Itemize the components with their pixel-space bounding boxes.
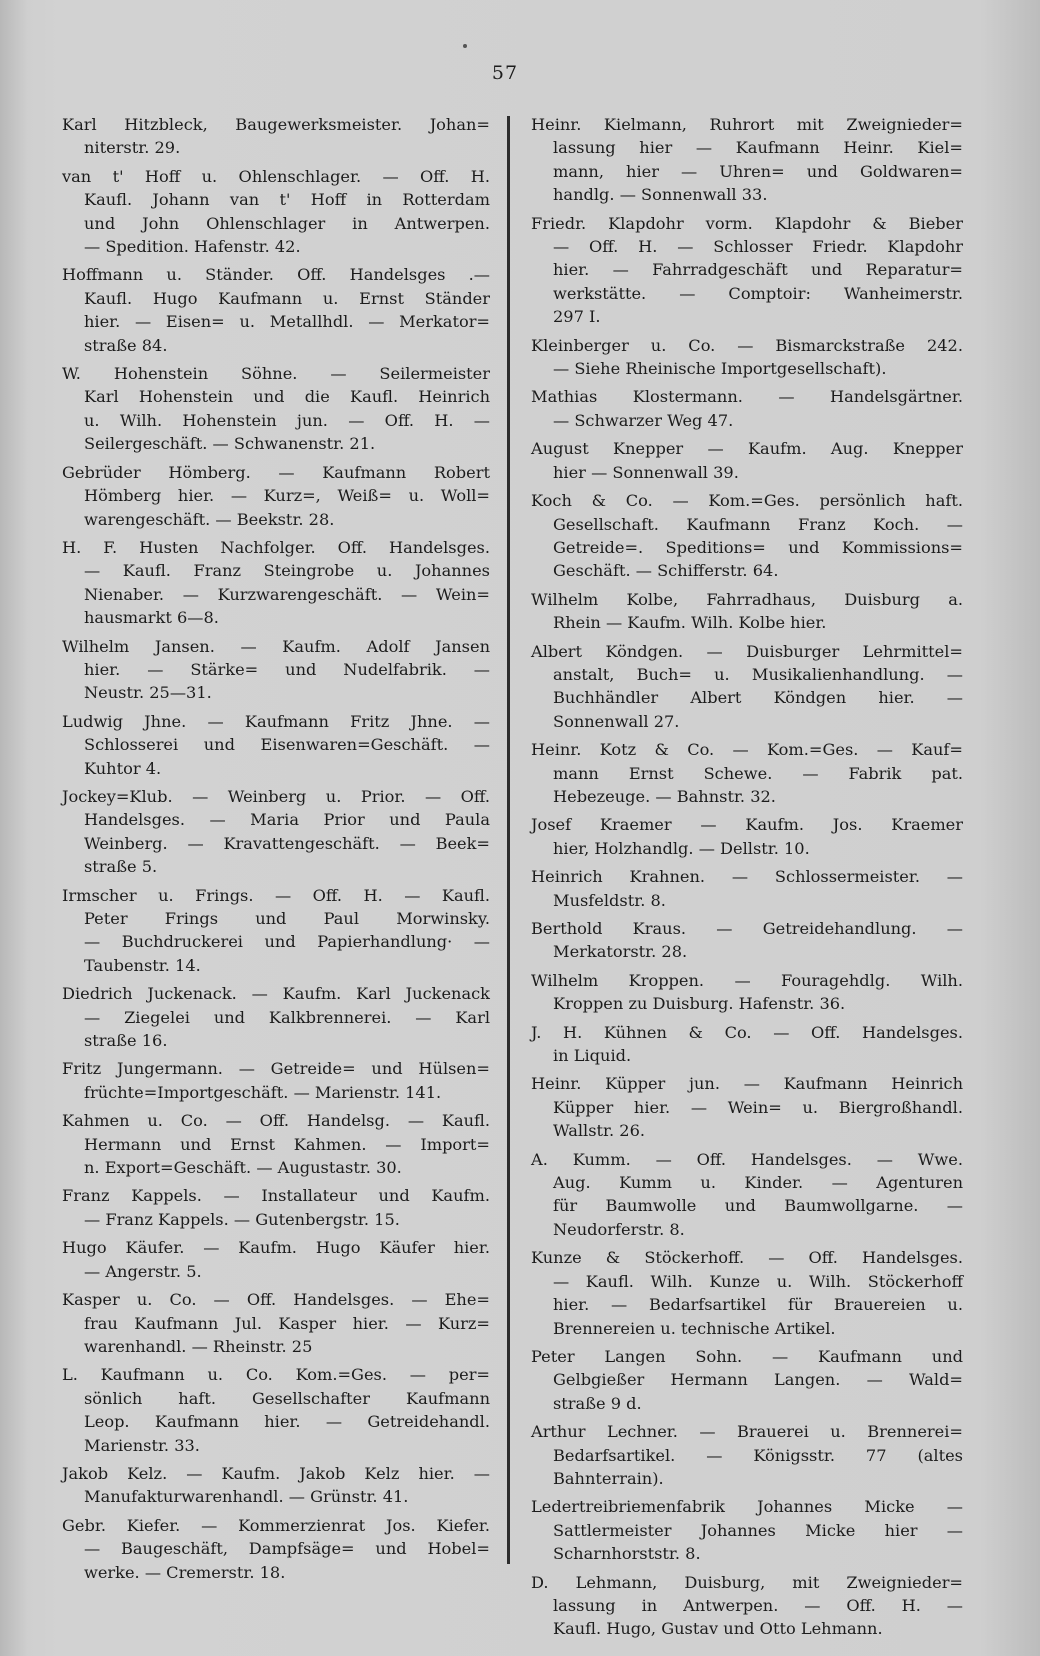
entry-line: Brennereien u. technische Artikel. <box>553 1318 836 1338</box>
entry-line: für Baumwolle und Baumwollgarne. — <box>553 1196 963 1216</box>
directory-entry <box>62 263 490 357</box>
entry-line: frau Kaufmann Jul. Kasper hier. — Kurz= <box>84 1313 490 1333</box>
directory-entry <box>531 1345 963 1415</box>
entry-heading-line: Franz Kappels. — Installateur und Kaufm. <box>62 1186 490 1206</box>
entry-line: — Off. H. — Schlosser Friedr. Klapdohr <box>553 237 963 257</box>
entry-heading-line: Kunze & Stöckerhoff. — Off. Handelsges. <box>531 1248 963 1268</box>
entry-heading-line: Mathias Klostermann. — Handelsgärtner. <box>531 387 963 407</box>
entry-line: Aug. Kumm u. Kinder. — Agenturen <box>553 1173 963 1193</box>
entry-heading-line: Gebrüder Hömberg. — Kaufmann Robert <box>62 462 490 482</box>
directory-entry <box>531 1072 963 1142</box>
directory-entry <box>62 362 490 456</box>
entry-line: Bedarfsartikel. — Königsstr. 77 (altes <box>553 1445 963 1465</box>
entry-heading-line: Albert Köndgen. — Duisburger Lehrmittel= <box>531 641 963 661</box>
entry-heading-line: van t' Hoff u. Ohlenschlager. — Off. H. <box>62 166 490 186</box>
entry-line: hier. — Stärke= und Nudelfabrik. — <box>84 659 490 679</box>
directory-entry <box>62 165 490 259</box>
entry-line: Küpper hier. — Wein= u. Biergroßhandl. <box>553 1097 963 1117</box>
entry-heading-line: L. Kaufmann u. Co. Kom.=Ges. — per= <box>62 1365 490 1385</box>
directory-entry <box>62 884 490 978</box>
entry-line: hier. — Eisen= u. Metallhdl. — Merkator= <box>84 312 490 332</box>
entry-line: Nienaber. — Kurzwarengeschäft. — Wein= <box>84 584 490 604</box>
entry-line: Getreide=. Speditions= und Kommissions= <box>553 537 963 557</box>
entry-line: hier — Sonnenwall 39. <box>553 462 739 482</box>
directory-entry <box>62 982 490 1052</box>
entry-heading-line: Diedrich Juckenack. — Kaufm. Karl Juckenack <box>62 984 490 1004</box>
entry-line: Peter Frings und Paul Morwinsky. <box>84 909 490 928</box>
entry-line: Weinberg. — Kravattengeschäft. — Beek= <box>84 833 490 853</box>
entry-line: werke. — Cremerstr. 18. <box>84 1562 286 1582</box>
entry-line: straße 16. <box>84 1031 168 1051</box>
entry-heading-line: Heinr. Küpper jun. — Kaufmann Heinrich <box>531 1074 963 1094</box>
entry-heading-line: Heinr. Kotz & Co. — Kom.=Ges. — Kauf= <box>531 740 963 760</box>
entry-line: — Franz Kappels. — Gutenbergstr. 15. <box>84 1209 400 1229</box>
entry-heading-line: Gebr. Kiefer. — Kommerzienrat Jos. Kiefer. <box>62 1515 490 1535</box>
directory-entry <box>531 1571 963 1641</box>
directory-entry <box>62 785 490 879</box>
entry-line: Scharnhorststr. 8. <box>553 1544 701 1564</box>
entry-line: Manufakturwarenhandl. — Grünstr. 41. <box>84 1487 409 1507</box>
entry-line: Sonnenwall 27. <box>553 711 680 731</box>
directory-entry <box>531 813 963 860</box>
entry-line: n. Export=Geschäft. — Augustastr. 30. <box>84 1158 402 1178</box>
directory-entry <box>531 1420 963 1490</box>
entry-heading-line: Wilhelm Kroppen. — Fouragehdlg. Wilh. <box>531 970 963 990</box>
directory-entry <box>62 635 490 705</box>
column-divider <box>507 116 510 1564</box>
entry-heading-line: Peter Langen Sohn. — Kaufmann und <box>531 1346 963 1366</box>
entry-line: werkstätte. — Comptoir: Wanheimerstr. <box>553 283 963 303</box>
entry-line: Geschäft. — Schifferstr. 64. <box>553 561 779 581</box>
entry-heading-line: Fritz Jungermann. — Getreide= und Hülsen= <box>62 1059 490 1079</box>
entry-line: — Ziegelei und Kalkbrennerei. — Karl <box>84 1007 490 1027</box>
directory-entry <box>62 1057 490 1104</box>
entry-line: Taubenstr. 14. <box>84 955 201 975</box>
entry-heading-line: Karl Hitzbleck, Baugewerksmeister. Johan= <box>62 115 490 134</box>
entry-line: früchte=Importgeschäft. — Marienstr. 141. <box>84 1082 442 1102</box>
entry-line: mann Ernst Schewe. — Fabrik pat. <box>553 763 963 783</box>
entry-line: Rhein — Kaufm. Wilh. Kolbe hier. <box>553 613 827 633</box>
entry-line: — Buchdruckerei und Papierhandlung· — <box>84 932 490 952</box>
directory-entry <box>62 1288 490 1358</box>
entry-line: Kaufl. Johann van t' Hoff in Rotterdam <box>84 190 490 210</box>
entry-line: — Spedition. Hafenstr. 42. <box>84 237 301 257</box>
entry-heading-line: D. Lehmann, Duisburg, mit Zweignieder= <box>531 1572 963 1592</box>
directory-entry <box>531 334 963 381</box>
entry-line: hier. — Fahrradgeschäft und Reparatur= <box>553 260 963 280</box>
entry-line: Handelsges. — Maria Prior und Paula <box>84 810 490 830</box>
entry-line: Gesellschaft. Kaufmann Franz Koch. — <box>553 514 963 534</box>
entry-heading-line: August Knepper — Kaufm. Aug. Knepper <box>531 439 963 459</box>
entry-line: straße 84. <box>84 335 168 355</box>
entry-line: straße 5. <box>84 857 158 877</box>
entry-heading-line: Kasper u. Co. — Off. Handelsges. — Ehe= <box>62 1290 490 1310</box>
entry-line: anstalt, Buch= u. Musikalienhandlung. — <box>553 664 963 684</box>
directory-entry <box>531 113 963 207</box>
entry-line: sönlich haft. Gesellschafter Kaufmann <box>84 1388 490 1408</box>
directory-entry <box>531 1495 963 1565</box>
entry-heading-line: Wilhelm Jansen. — Kaufm. Adolf Jansen <box>62 636 490 656</box>
entry-line: Gelbgießer Hermann Langen. — Wald= <box>553 1370 963 1390</box>
entry-line: — Kaufl. Wilh. Kunze u. Wilh. Stöckerhoff <box>553 1271 963 1291</box>
entry-line: Kroppen zu Duisburg. Hafenstr. 36. <box>553 994 846 1014</box>
directory-entry <box>531 640 963 734</box>
entry-line: straße 9 d. <box>553 1393 642 1413</box>
entry-line: Sattlermeister Johannes Micke hier — <box>553 1520 963 1540</box>
entry-line: Wallstr. 26. <box>553 1121 646 1141</box>
entry-line: Karl Hohenstein und die Kaufl. Heinrich <box>84 387 490 407</box>
entry-heading-line: W. Hohenstein Söhne. — Seilermeister <box>62 364 490 384</box>
entry-line: und John Ohlenschlager in Antwerpen. <box>84 213 490 233</box>
entry-line: Kaufl. Hugo Kaufmann u. Ernst Ständer <box>84 288 490 308</box>
directory-entry <box>62 1236 490 1283</box>
directory-entry <box>531 489 963 583</box>
entry-line: Kuhtor 4. <box>84 758 162 778</box>
entry-line: hier, Holzhandlg. — Dellstr. 10. <box>553 838 810 858</box>
entry-line: u. Wilh. Hohenstein jun. — Off. H. — <box>84 410 490 430</box>
entry-line: Neustr. 25—31. <box>84 683 212 703</box>
directory-entry <box>531 738 963 808</box>
directory-entry <box>531 865 963 912</box>
entry-heading-line: Kleinberger u. Co. — Bismarckstraße 242. <box>531 335 963 355</box>
directory-entry <box>531 588 963 635</box>
entry-heading-line: Friedr. Klapdohr vorm. Klapdohr & Bieber <box>531 213 963 233</box>
entry-heading-line: Hoffmann u. Ständer. Off. Handelsges .— <box>62 265 490 285</box>
entry-line: niterstr. 29. <box>84 138 181 158</box>
directory-entry <box>62 710 490 780</box>
entry-line: hausmarkt 6—8. <box>84 608 219 628</box>
directory-entry <box>62 536 490 630</box>
entry-line: lassung in Antwerpen. — Off. H. — <box>553 1595 963 1615</box>
left-column <box>62 113 490 1589</box>
entry-line: mann, hier — Uhren= und Goldwaren= <box>553 161 963 181</box>
directory-entry <box>62 1363 490 1457</box>
directory-entry <box>531 1246 963 1340</box>
directory-entry <box>62 1514 490 1584</box>
entry-line: Musfeldstr. 8. <box>553 890 666 910</box>
directory-entry <box>62 1109 490 1179</box>
directory-entry <box>531 917 963 964</box>
entry-line: warenhandl. — Rheinstr. 25 <box>84 1336 313 1356</box>
entry-heading-line: Ledertreibriemenfabrik Johannes Micke — <box>531 1497 963 1517</box>
entry-line: Schlosserei und Eisenwaren=Geschäft. — <box>84 735 490 755</box>
entry-line: Hebezeuge. — Bahnstr. 32. <box>553 786 776 806</box>
entry-line: Leop. Kaufmann hier. — Getreidehandl. <box>84 1412 490 1432</box>
directory-entry <box>62 1184 490 1231</box>
entry-heading-line: Jakob Kelz. — Kaufm. Jakob Kelz hier. — <box>62 1463 490 1483</box>
entry-heading-line: J. H. Kühnen & Co. — Off. Handelsges. <box>531 1022 963 1042</box>
entry-line: — Siehe Rheinische Importgesellschaft). <box>553 359 887 379</box>
directory-entry <box>62 113 490 160</box>
entry-heading-line: A. Kumm. — Off. Handelsges. — Wwe. <box>531 1149 963 1169</box>
entry-line: — Kaufl. Franz Steingrobe u. Johannes <box>84 561 490 581</box>
entry-line: handlg. — Sonnenwall 33. <box>553 185 768 205</box>
entry-heading-line: Ludwig Jhne. — Kaufmann Fritz Jhne. — <box>62 711 490 731</box>
entry-heading-line: Wilhelm Kolbe, Fahrradhaus, Duisburg a. <box>531 589 963 609</box>
entry-line: Hermann und Ernst Kahmen. — Import= <box>84 1134 490 1154</box>
directory-entry <box>531 385 963 432</box>
entry-line: Kaufl. Hugo, Gustav und Otto Lehmann. <box>553 1619 883 1639</box>
entry-heading-line: Irmscher u. Frings. — Off. H. — Kaufl. <box>62 885 490 905</box>
entry-line: — Baugeschäft, Dampfsäge= und Hobel= <box>84 1539 490 1559</box>
entry-heading-line: Berthold Kraus. — Getreidehandlung. — <box>531 919 963 938</box>
entry-heading-line: Heinr. Kielmann, Ruhrort mit Zweignieder= <box>531 115 963 134</box>
entry-heading-line: Jockey=Klub. — Weinberg u. Prior. — Off. <box>62 786 490 806</box>
directory-entry <box>62 1462 490 1509</box>
directory-entry <box>531 437 963 484</box>
entry-heading-line: Arthur Lechner. — Brauerei u. Brennerei= <box>531 1422 963 1442</box>
directory-entry <box>531 1021 963 1068</box>
entry-line: lassung hier — Kaufmann Heinr. Kiel= <box>553 138 963 158</box>
entry-line: Bahnterrain). <box>553 1468 664 1488</box>
entry-heading-line: Kahmen u. Co. — Off. Handelsg. — Kaufl. <box>62 1111 490 1131</box>
entry-heading-line: Koch & Co. — Kom.=Ges. persönlich haft. <box>531 491 963 511</box>
entry-line: Hömberg hier. — Kurz=, Weiß= u. Woll= <box>84 486 490 506</box>
entry-line: — Angerstr. 5. <box>84 1261 202 1281</box>
entry-line: warengeschäft. — Beekstr. 28. <box>84 509 335 529</box>
entry-line: Marienstr. 33. <box>84 1435 200 1455</box>
entry-line: Seilergeschäft. — Schwanenstr. 21. <box>84 434 376 454</box>
directory-entry <box>531 969 963 1016</box>
entry-heading-line: H. F. Husten Nachfolger. Off. Handelsges. <box>62 537 490 557</box>
entry-heading-line: Josef Kraemer — Kaufm. Jos. Kraemer <box>531 815 963 835</box>
directory-entry <box>62 461 490 531</box>
entry-line: hier. — Bedarfsartikel für Brauereien u. <box>553 1295 963 1315</box>
entry-heading-line: Heinrich Krahnen. — Schlossermeister. — <box>531 867 963 887</box>
entry-line: Neudorferstr. 8. <box>553 1219 685 1239</box>
ink-speck <box>463 44 467 48</box>
entry-line: Buchhändler Albert Köndgen hier. — <box>553 688 963 708</box>
page-number: 57 <box>491 62 519 84</box>
directory-entry <box>531 1148 963 1242</box>
entry-line: in Liquid. <box>553 1046 632 1066</box>
entry-line: — Schwarzer Weg 47. <box>553 410 734 430</box>
right-column <box>531 113 963 1646</box>
entry-line: 297 I. <box>553 307 601 327</box>
directory-entry <box>531 212 963 329</box>
entry-line: Merkatorstr. 28. <box>553 942 688 962</box>
entry-heading-line: Hugo Käufer. — Kaufm. Hugo Käufer hier. <box>62 1238 490 1258</box>
